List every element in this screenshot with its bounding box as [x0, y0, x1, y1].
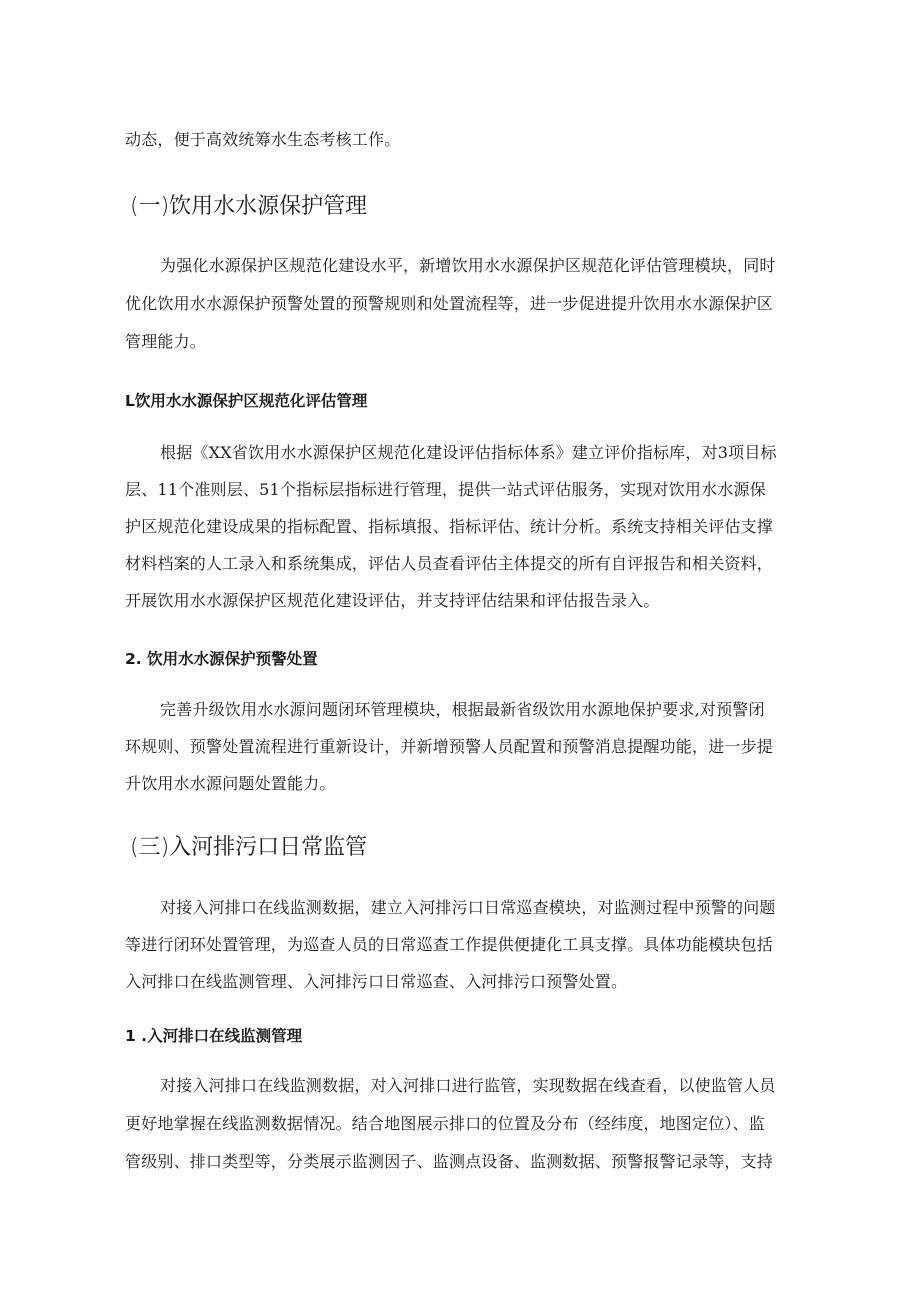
paragraph-line: 优化饮用水水源保护预警处置的预警规则和处置流程等，进一步促进提升饮用水水源保护区 — [125, 294, 774, 313]
paragraph-line: 动态，便于高效统筹水生态考核工作。 — [125, 130, 401, 149]
paragraph-line: 护区规范化建设成果的指标配置、指标填报、指标评估、统计分析。系统支持相关评估支撑 — [125, 517, 774, 536]
paragraph-line: 对接入河排口在线监测数据，建立入河排污口日常巡查模块，对监测过程中预警的问题 — [160, 898, 776, 917]
paragraph-line: 等进行闭环处置管理，为巡查人员的日常巡查工作提供便捷化工具支撑。具体功能模块包括 — [125, 935, 774, 954]
subheading-1: L饮用水水源保护区规范化评估管理 — [125, 392, 368, 410]
paragraph-line: 材料档案的人工录入和系统集成，评估人员查看评估主体提交的所有自评报告和相关资料， — [125, 554, 774, 573]
paragraph-line: 环规则、预警处置流程进行重新设计，并新增预警人员配置和预警消息提醒功能，进一步提 — [125, 737, 774, 756]
paragraph-line: 层、11个准则层、51个指标层指标进行管理，提供一站式评估服务，实现对饮用水水源保 — [125, 480, 766, 499]
paragraph-line: 完善升级饮用水水源问题闭环管理模块，根据最新省级饮用水源地保护要求,对预警闭 — [160, 700, 765, 719]
paragraph-line: 开展饮用水水源保护区规范化建设评估，并支持评估结果和评估报告录入。 — [125, 591, 660, 610]
paragraph-line: 升饮用水水源问题处置能力。 — [125, 774, 336, 793]
paragraph-line: 管理能力。 — [125, 332, 207, 351]
subheading-3: 1 .入河排口在线监测管理 — [125, 1027, 303, 1045]
paragraph-line: 根据《XX省饮用水水源保护区规范化建设评估指标体系》建立评价指标库，对3项目标 — [160, 443, 777, 462]
paragraph-line: 管级别、排口类型等，分类展示监测因子、监测点设备、监测数据、预警报警记录等，支持 — [125, 1152, 774, 1171]
paragraph-line: 入河排口在线监测管理、入河排污口日常巡查、入河排污口预警处置。 — [125, 972, 628, 991]
section-heading-3: (三)入河排污口日常监管 — [130, 835, 368, 860]
paragraph-line: 对接入河排口在线监测数据，对入河排口进行监管，实现数据在线查看，以使监管人员 — [160, 1076, 776, 1095]
paragraph-line: 更好地掌握在线监测数据情况。结合地图展示排口的位置及分布（经纬度，地图定位）、监 — [125, 1114, 766, 1133]
subheading-2: 2. 饮用水水源保护预警处置 — [125, 650, 318, 668]
section-heading-1: (一)饮用水水源保护管理 — [130, 194, 368, 219]
paragraph-line: 为强化水源保护区规范化建设水平，新增饮用水水源保护区规范化评估管理模块，同时 — [160, 256, 776, 275]
